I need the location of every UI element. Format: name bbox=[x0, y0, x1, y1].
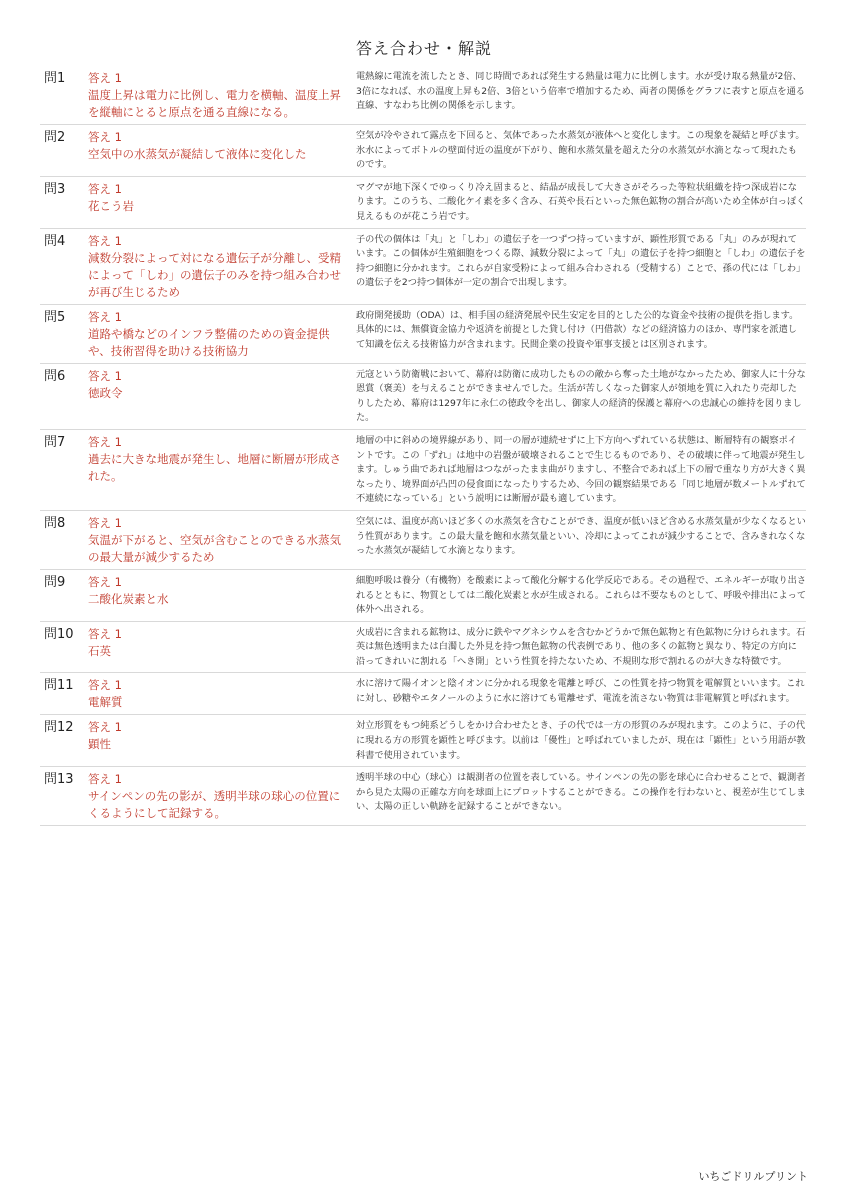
answer-text: 花こう岩 bbox=[88, 198, 134, 213]
question-number: 問10 bbox=[44, 626, 74, 642]
answer-row bbox=[40, 570, 806, 622]
answer-label: 答え 1 bbox=[88, 772, 122, 787]
question-number: 問12 bbox=[44, 720, 74, 736]
answer-label: 答え 1 bbox=[88, 574, 122, 589]
question-number: 問13 bbox=[44, 772, 74, 788]
answer-row bbox=[40, 305, 806, 364]
question-number: 問1 bbox=[44, 71, 66, 86]
footer-brand: いちごドリルプリント bbox=[698, 1170, 808, 1183]
answer-text: 電解質 bbox=[88, 695, 123, 710]
answer-text: 顕性 bbox=[88, 737, 111, 752]
explanation-text: 透明半球の中心（球心）は観測者の位置を表している。サインペンの先の影を球心に合わせることで、観測者から見た太陽の正確な方向を球面上にプロットすることができる。この操作を行わないと、視差が生じてしまい、太陽の正しい軌跡を記録することができない。 bbox=[356, 772, 806, 813]
explanation-text: マグマが地下深くでゆっくり冷え固まると、結晶が成長して大きさがそろった等粒状組織を持つ深成岩になります。このうち、二酸化ケイ素を多く含み、石英や長石といった無色鉱物の割合が高いため全体が白っぽく見えるものが花こう岩です。 bbox=[356, 181, 806, 222]
explanation-text: 水に溶けて陽イオンと陰イオンに分かれる現象を電離と呼び、この性質を持つ物質を電解質といいます。これに対し、砂糖やエタノールのように水に溶けても電離せず、電流を流さない物質は非電解質と呼ばれます。 bbox=[356, 678, 805, 705]
answer-label: 答え 1 bbox=[88, 309, 122, 324]
answer-label: 答え 1 bbox=[88, 181, 122, 196]
answer-row bbox=[40, 673, 806, 715]
answer-row bbox=[40, 622, 806, 674]
question-number: 問7 bbox=[44, 434, 66, 450]
answer-row bbox=[40, 715, 806, 767]
answer-cell bbox=[88, 368, 356, 426]
explanation-text: 子の代の個体は「丸」と「しわ」の遺伝子を一つずつ持っていますが、顕性形質である「丸」のみが現れています。この個体が生殖細胞をつくる際、減数分裂によって「丸」の遺伝子を持つ細胞と「しわ」の遺伝子を持つ細胞に分かれます。これらが自家受粉によって組み合わされる（受精する）ことで、孫の代には「しわ」の遺伝子を2つ持つ個体が一定の割合で出現します。 bbox=[356, 233, 806, 289]
answer-row bbox=[40, 511, 806, 570]
answer-list bbox=[40, 66, 806, 826]
answer-row bbox=[40, 229, 806, 305]
answer-label: 答え 1 bbox=[88, 678, 122, 693]
question-number: 問6 bbox=[44, 368, 66, 384]
answer-text: 空気中の水蒸気が凝結して液体に変化した bbox=[88, 147, 307, 161]
question-number: 問8 bbox=[44, 515, 66, 531]
answer-cell bbox=[88, 70, 356, 121]
explanation-text: 政府開発援助（ODA）は、相手国の経済発展や民生安定を目的とした公的な資金や技術の提供を指します。具体的には、無償資金協力や返済を前提とした貸し付け（円借款）などの経済協力のほか、専門家を派遣して知識を伝える技術協力が含まれます。民間企業の投資や軍事支援とは区別されます。 bbox=[356, 309, 799, 350]
question-number: 問9 bbox=[44, 574, 66, 590]
answer-text: サインペンの先の影が、透明半球の球心の位置にくるようにして記録する。 bbox=[88, 789, 341, 821]
answer-row bbox=[40, 767, 806, 826]
answer-label: 答え 1 bbox=[88, 233, 122, 248]
explanation-text: 電熱線に電流を流したとき、同じ時間であれば発生する熱量は電力に比例します。水が受け取る熱量が2倍、3倍になれば、水の温度上昇も2倍、3倍という倍率で増加するため、両者の関係をグラフに表すと原点を通る直線、すなわち比例の関係を示します。 bbox=[356, 71, 805, 112]
answer-row bbox=[40, 364, 806, 430]
question-number: 問11 bbox=[44, 678, 74, 694]
answer-cell bbox=[88, 233, 356, 301]
answer-cell bbox=[88, 309, 356, 360]
answer-cell bbox=[88, 771, 356, 822]
answer-cell bbox=[88, 181, 356, 225]
explanation-text: 細胞呼吸は養分（有機物）を酸素によって酸化分解する化学反応である。その過程で、エネルギーが取り出されるとともに、物質としては二酸化炭素と水が生成される。これらは不要なものとして、呼吸や排出によって体外へ出される。 bbox=[356, 574, 807, 616]
answer-text: 徳政令 bbox=[88, 385, 123, 400]
answer-cell bbox=[88, 434, 356, 507]
answer-label: 答え 1 bbox=[88, 626, 122, 641]
answer-cell bbox=[88, 626, 356, 670]
answer-row bbox=[40, 430, 806, 511]
answer-label: 答え 1 bbox=[88, 434, 122, 449]
answer-text: 二酸化炭素と水 bbox=[88, 591, 169, 606]
answer-label: 答え 1 bbox=[88, 720, 122, 735]
explanation-text: 空気が冷やされて露点を下回ると、気体であった水蒸気が液体へと変化します。この現象を凝結と呼びます。氷水によってボトルの壁面付近の温度が下がり、飽和水蒸気量を超えた分の水蒸気が水滴となって現れたものです。 bbox=[356, 130, 805, 171]
answer-text: 道路や橋などのインフラ整備のための資金提供や、技術習得を助ける技術協力 bbox=[88, 326, 330, 358]
answer-text: 減数分裂によって対になる遺伝子が分離し、受精によって「しわ」の遺伝子のみを持つ組み合わせが再び生じるため bbox=[88, 250, 341, 299]
answer-label: 答え 1 bbox=[88, 130, 122, 144]
question-number: 問3 bbox=[44, 181, 66, 197]
answer-label: 答え 1 bbox=[88, 515, 122, 530]
explanation-text: 元寇という防衛戦において、幕府は防衛に成功したものの敵から奪った土地がなかったため、御家人に十分な恩賞（褒美）を与えることができませんでした。生活が苦しくなった御家人が領地を質に入れたり売却したりしたため、幕府は1297年に永仁の徳政令を出し、御家人の経済的保護と幕府への忠誠心の維持を図りました。 bbox=[356, 368, 806, 424]
answer-text: 石英 bbox=[88, 643, 111, 658]
explanation-text: 地層の中に斜めの境界線があり、同一の層が連続せずに上下方向へずれている状態は、断層特有の観察ポイントです。この「ずれ」は地中の岩盤が破壊されることで生じるものであり、その破壊に伴って地震が発生します。しゅう曲であれば地層はつながったまま曲がりますし、不整合であれば上下の層で重なり方が大きく異なったり、境界面が凸凹の侵食面になったりするため、今回の観察結果である「同じ地層が数メートルずれて不連続になっている」という説明には断層が最も適しています。 bbox=[356, 434, 806, 505]
page-title: 答え合わせ・解説 bbox=[355, 39, 492, 58]
answer-cell bbox=[88, 719, 356, 763]
explanation-text: 対立形質をもつ純系どうしをかけ合わせたとき、子の代では一方の形質のみが現れます。このように、子の代に現れる方の形質を顕性と呼びます。以前は「優性」と呼ばれていましたが、現在は「顕性」という用語が教科書で使用されています。 bbox=[356, 720, 806, 761]
answer-cell bbox=[88, 129, 356, 173]
question-number: 問4 bbox=[44, 233, 66, 249]
answer-text: 過去に大きな地震が発生し、地層に断層が形成された。 bbox=[88, 451, 341, 483]
answer-row bbox=[40, 177, 806, 229]
question-number: 問5 bbox=[44, 309, 66, 325]
answer-row bbox=[40, 125, 806, 177]
answer-cell bbox=[88, 677, 356, 711]
explanation-text: 空気には、温度が高いほど多くの水蒸気を含むことができ、温度が低いほど含める水蒸気量が少なくなるという性質があります。この最大量を飽和水蒸気量といい、冷却によってこれが減少することで、含みきれなくなった水蒸気が凝結して水滴となります。 bbox=[356, 515, 806, 557]
answer-cell bbox=[88, 515, 356, 566]
explanation-text: 火成岩に含まれる鉱物は、成分に鉄やマグネシウムを含むかどうかで無色鉱物と有色鉱物に分けられます。石英は無色透明または白濁した外見を持つ無色鉱物の代表例であり、他の多くの鉱物と異なり、特定の方向に沿ってきれいに割れる「へき開」という性質を持たないため、不規則な形で割れるのが大きな特徴です。 bbox=[356, 626, 806, 667]
answer-label: 答え 1 bbox=[88, 368, 122, 383]
answer-row bbox=[40, 66, 806, 125]
answer-label: 答え 1 bbox=[88, 71, 122, 85]
question-number: 問2 bbox=[44, 130, 66, 145]
answer-text: 気温が下がると、空気が含むことのできる水蒸気の最大量が減少するため bbox=[88, 532, 341, 564]
answer-text: 温度上昇は電力に比例し、電力を横軸、温度上昇を縦軸にとると原点を通る直線になる。 bbox=[88, 88, 341, 119]
answer-cell bbox=[88, 574, 356, 618]
